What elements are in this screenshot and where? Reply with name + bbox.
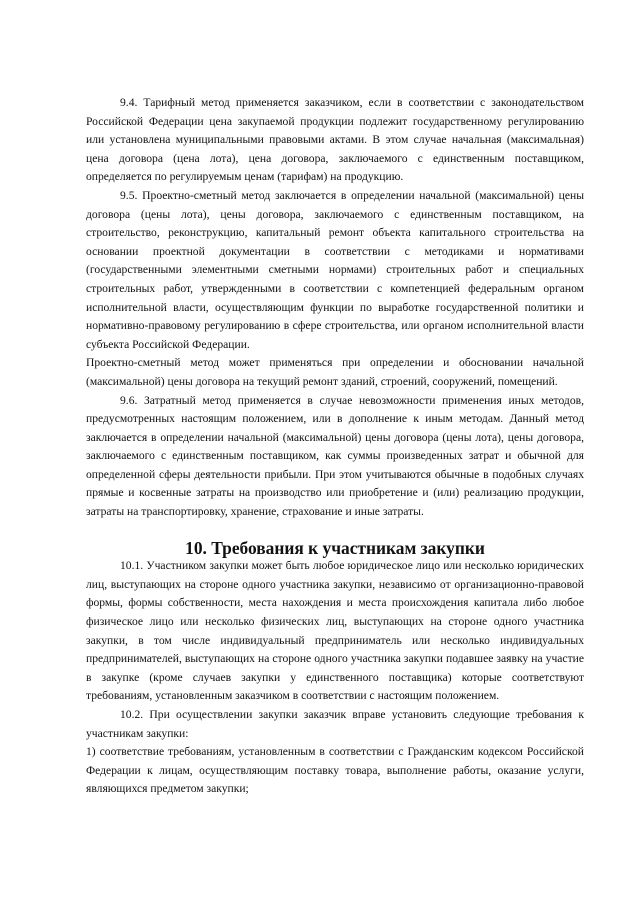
paragraph-9-5-continuation: Проектно-сметный метод может применяться при определении и обосновании начальной (максимальной) цены договора на текущий ремонт зданий, строений, сооружений, помещений.: [86, 356, 584, 388]
paragraph-10-1: 10.1. Участником закупки может быть любое юридическое лицо или несколько юридических лиц, выступающих на стороне одного участника закупки, независимо от организационно-правовой формы, формы собственности, места нахождения и места происхождения капитала либо любое физическое лицо или несколько физических лиц, выступающих на стороне одного участника закупки, в том числе индивидуальный предприниматель или несколько индивидуальных предпринимателей, выступающих на стороне одного участника закупки подавшее заявку на участие в закупке (кроме случаев закупки у единственного поставщика) которые соответствуют требованиям, установленным заказчиком в соответствии с настоящим положением.: [86, 559, 584, 703]
paragraph-10-2-item-1: 1) соответствие требованиям, установленным в соответствии с Гражданским кодексом Российской Федерации к лицам, осуществляющим поставку товара, выполнение работы, оказание услуги, являющихся предметом закупки;: [86, 745, 584, 796]
paragraph-9-5: 9.5. Проектно-сметный метод заключается в определении начальной (максимальной) цены договора (цены лота), цены договора, заключаемого с единственным поставщиком, на строительство, реконструкцию, капитальный ремонт объекта капитального строительства на основании проектной документации в соответствии с методиками и нормативами (государственными элементными сметными нормами) строительных работ и специальных строительных работ, утвержденными в соответствии с компетенцией федеральным органом исполнительной власти, осуществляющим функции по выработке государственной политики и нормативно-правовому регулированию в сфере строительства, или органом исполнительной власти субъекта Российской Федерации.: [86, 188, 584, 351]
section-heading: 10. Требования к участникам закупки: [185, 537, 485, 558]
paragraph-9-4: 9.4. Тарифный метод применяется заказчиком, если в соответствии с законодательством Российской Федерации цена закупаемой продукции подлежит государственному регулированию или установлена муниципальными правовыми актами. В этом случае начальная (максимальная) цена договора (цена лота), цена договора, заключаемого с единственным поставщиком, определяется по регулируемым ценам (тарифам) на продукцию.: [86, 96, 584, 184]
paragraph-9-6: 9.6. Затратный метод применяется в случае невозможности применения иных методов, предусмотренных настоящим положением, или в дополнение к иным методам. Данный метод заключается в определении начальной (максимальной) цены договора (цены лота), цены договора, заключаемого с единственным поставщиком, как суммы произведенных затрат и обычной для определенной сферы деятельности прибыли. При этом учитываются обычные в подобных случаях прямые и косвенные затраты на производство или приобретение и (или) реализацию продукции, затраты на транспортировку, хранение, страхование и иные затраты.: [86, 393, 584, 519]
document-page: [86, 94, 584, 799]
paragraph-10-2: 10.2. При осуществлении закупки заказчик вправе установить следующие требования к участникам закупки:: [86, 708, 584, 740]
